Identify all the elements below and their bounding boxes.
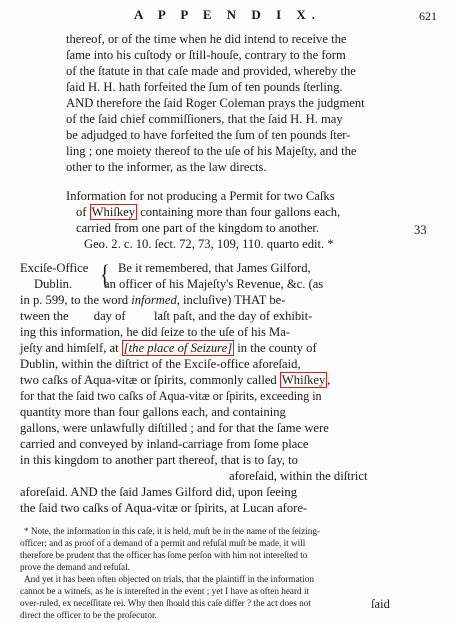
text-run: to the word [70,293,129,307]
text-line: be adjudged to have forfeited the ſum of ten pounds ſter- [66,128,351,142]
text-line: AND therefore the ſaid Roger Coleman prays the judgment [66,96,365,110]
text-run: in p. 599, [20,293,68,307]
text-line: of the ſtatute in that caſe made and provided, whereby the [66,64,356,78]
text-line: other to the informer, as the law directs. [66,160,267,174]
highlighted-word-whiskey: Whiſkey [281,373,326,387]
text-line: the ſaid two caſks of Aqua-vitæ or ſpirits, at Lucan afore- [20,501,308,515]
text-line: Be it remembered, that James Gilford, [118,261,311,275]
text-line: ing this information, he did ſeize to the uſe of his Ma- [20,325,291,339]
text-line: in this kingdom to another part thereof, that is to ſay, to [20,453,298,467]
text-run: incluſive) THAT be- [183,293,286,307]
office-label: Exciſe-Office [20,261,89,275]
text-line: gallons, were unlawfully diſtilled ; and for that the ſame were [20,421,329,435]
brace: { [100,260,110,290]
highlighted-place-of-seizure: [the place of Seizure] [123,341,233,355]
text-line: an officer of his Majeſty's Revenue, &c. (as [104,277,324,291]
heading-line: carried from one part of the kingdom to another. [76,221,320,235]
text-line: ling ; one moiety thereof to the uſe of his Majeſty, and the [66,144,357,158]
italic-word: informed, [131,293,180,307]
footnote-line: prove the demand and refuſal. [20,562,130,572]
text-run: , [327,373,331,387]
text-line: aforeſaid, within the diſtrict [229,469,368,483]
place-label: Dublin. [34,277,73,291]
text-line: thereof, or of the time when he did intend to receive the [66,32,347,46]
text-line: carried and conveyed by inland-carriage from ſome place [20,437,309,451]
footnote-line: cannot be a witneſs, as he is intereſted in the event ; yet I have as often heard it [20,586,310,596]
catchword: ſaid [371,597,390,611]
text-line [20,294,285,307]
footnote-line: direct the officer to be the proſecutor. [20,610,157,620]
heading-text: containing more than four gallons each, [140,205,341,219]
heading-line: Geo. 2. c. 10. ſect. 72, 73, 109, 110. quarto edit. * [84,237,334,251]
text-line: quantity more than four gallons each, and containing [20,405,286,419]
text-line: aforeſaid. AND the ſaid James Gilford did, upon ſeeing [20,485,297,499]
text-line: Dublin, within the diſtrict of the Exciſe-office aforeſaid, [20,357,301,371]
footnote-line: over-ruled, ex neceſſitate rei. Why then ſhould this caſe differ ? the act does not [20,598,311,608]
text-run: in the county of [237,341,317,355]
heading-line: Information for not producing a Permit for two Caſks [66,189,335,203]
text-line: ſame into his cuſtody or ſtill-houſe, contrary to the form [66,48,346,62]
text-line [20,342,317,355]
highlighted-word-whiskey: Whiſkey [91,205,136,219]
text-line: for that the ſaid two caſks of Aqua-vitæ or ſpirits, exceeding in [20,389,322,403]
footnote-line: officer; and as proof of a demand of a permit and refuſal muſt be made, it will [20,538,306,548]
footnote-line: therefore be prudent that the officer has ſome perſon with him not intereſted to [20,550,308,560]
text-run: jeſty and himſelf, at [20,341,119,355]
text-line: of the ſaid chief commiſſioners, that the ſaid H. H. may [66,112,343,126]
page-number: 621 [419,9,437,23]
footnote-line: * Note, the information in this caſe, it is held, muſt be in the name of the ſeizing- [24,526,320,536]
footnote-line: And yet it has been often objected on trials, that the plaintiff in the information [24,574,314,584]
heading-line [76,206,340,219]
heading-word: of [76,205,87,219]
statute-number: 33 [414,223,427,237]
running-head: A P P E N D I X. [134,7,322,22]
text-run: two caſks of Aqua-vitæ or ſpirits, commonly called [20,373,277,387]
text-line: tween the day of laſt paſt, and the day of exhibit- [20,309,313,323]
text-line [20,374,330,387]
text-line: ſaid H. H. hath forfeited the ſum of ten pounds ſterling. [66,80,343,94]
